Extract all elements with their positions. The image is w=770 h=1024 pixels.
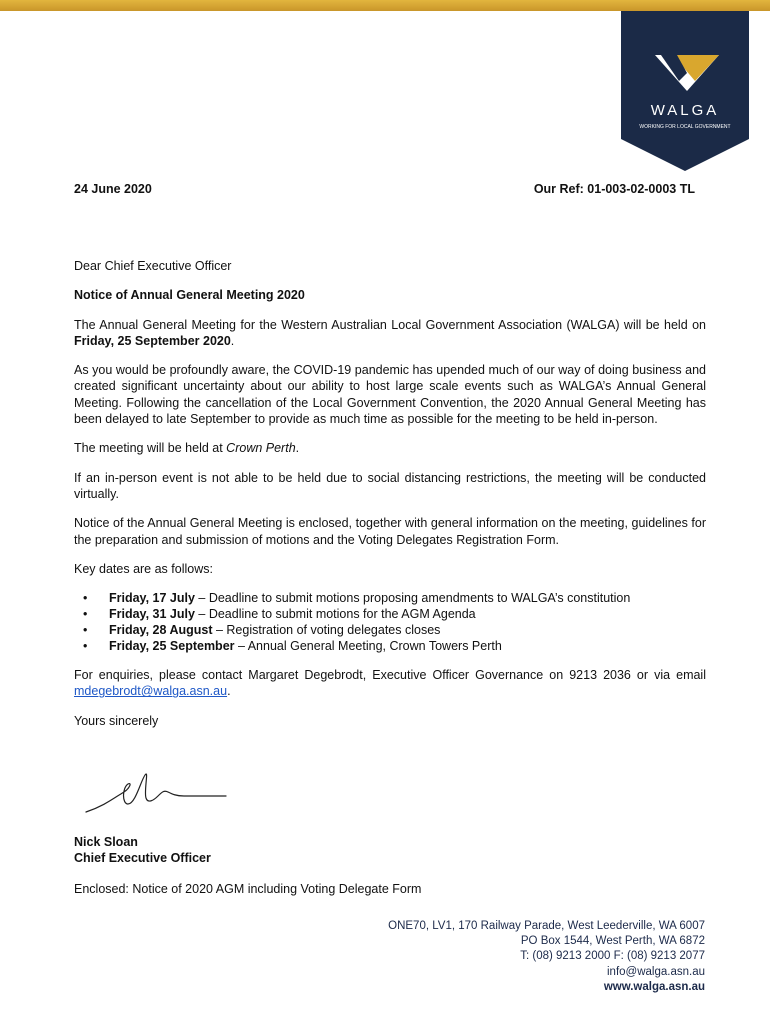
key-date-description: – Deadline to submit motions for the AGM Agenda xyxy=(194,607,476,622)
logo-tagline: WORKING FOR LOCAL GOVERNMENT xyxy=(639,124,731,130)
signature-stroke xyxy=(86,774,226,812)
paragraph-end: . xyxy=(295,441,300,456)
key-date-description: – Deadline to submit motions proposing amendments to WALGA’s constitution xyxy=(194,591,631,606)
subject-text: Notice of Annual General Meeting 2020 xyxy=(74,288,305,303)
subject-line xyxy=(74,287,706,303)
agm-date: Friday, 25 September 2020 xyxy=(74,333,231,348)
letter-reference: Our Ref: 01-003-02-0003 TL xyxy=(533,182,695,196)
walga-logo xyxy=(621,11,749,171)
enclosures-line: Enclosed: Notice of 2020 AGM including Voting Delegate Form xyxy=(74,882,422,896)
salutation: Dear Chief Executive Officer xyxy=(74,259,232,273)
paragraph-enclosed-notice: Notice of the Annual General Meeting is enclosed, together with general information on the meeting, guidelines for the preparation and submission of motions and the Voting Delegates Registration Form. xyxy=(74,516,706,547)
key-date-description: – Registration of voting delegates closes xyxy=(212,623,441,638)
paragraph-enquiries xyxy=(74,667,706,700)
list-item xyxy=(74,590,706,606)
footer-contact xyxy=(388,919,705,995)
paragraph-agm-date xyxy=(74,317,706,350)
paragraph-covid: As you would be profoundly aware, the COVID-19 pandemic has upended much of our way of doing business and created significant uncertainty about our ability to host large scale events such as WALGA’s Annual General Meeting. Following the cancellation of the Local Government Convention, the 2020 Annual General Meeting has been delayed to late September to provide as much time as possible for the meeting to be held in-person. xyxy=(74,363,706,427)
signer-title: Chief Executive Officer xyxy=(74,851,211,865)
footer-email: info@walga.asn.au xyxy=(607,965,705,978)
signer-block xyxy=(74,834,211,866)
letter-date: 24 June 2020 xyxy=(74,182,152,196)
paragraph-end: . xyxy=(227,684,231,699)
key-dates-list xyxy=(74,590,706,654)
paragraph-venue xyxy=(74,440,706,456)
paragraph-text: The meeting will be held at xyxy=(74,441,227,456)
logo-text: WALGA xyxy=(650,102,720,119)
list-item xyxy=(74,606,706,622)
logo-badge-shape xyxy=(621,11,749,171)
paragraph-end: . xyxy=(230,333,235,348)
letter-body xyxy=(74,258,706,742)
paragraph-text: For enquiries, please contact Margaret Degebrodt, Executive Officer Governance on 9213 2036 or via email xyxy=(74,668,706,683)
paragraph-virtual: If an in-person event is not able to be held due to social distancing restrictions, the meeting will be conducted virtually. xyxy=(74,470,706,501)
key-date: Friday, 25 September xyxy=(109,639,235,654)
venue-name: Crown Perth xyxy=(226,441,296,456)
footer-phone-fax: T: (08) 9213 2000 F: (08) 9213 2077 xyxy=(520,950,705,963)
key-date: Friday, 17 July xyxy=(109,591,195,606)
enquiries-email-link[interactable]: mdegebrodt@walga.asn.au xyxy=(74,684,228,699)
signer-name: Nick Sloan xyxy=(74,835,138,849)
footer-website: www.walga.asn.au xyxy=(603,980,705,993)
footer-address: ONE70, LV1, 170 Railway Parade, West Leederville, WA 6007 xyxy=(388,920,705,932)
key-dates-intro: Key dates are as follows: xyxy=(74,561,213,576)
key-date: Friday, 28 August xyxy=(109,623,213,638)
key-date-description: – Annual General Meeting, Crown Towers Perth xyxy=(234,639,502,654)
top-gold-bar xyxy=(0,0,770,11)
list-item xyxy=(74,622,706,638)
list-item xyxy=(74,638,706,654)
signature xyxy=(84,762,234,822)
paragraph-text: The Annual General Meeting for the Western Australian Local Government Association (WALGA) will be held on xyxy=(74,317,706,332)
footer-po-box: PO Box 1544, West Perth, WA 6872 xyxy=(520,935,705,948)
key-date: Friday, 31 July xyxy=(109,607,195,622)
closing: Yours sincerely xyxy=(74,713,159,728)
